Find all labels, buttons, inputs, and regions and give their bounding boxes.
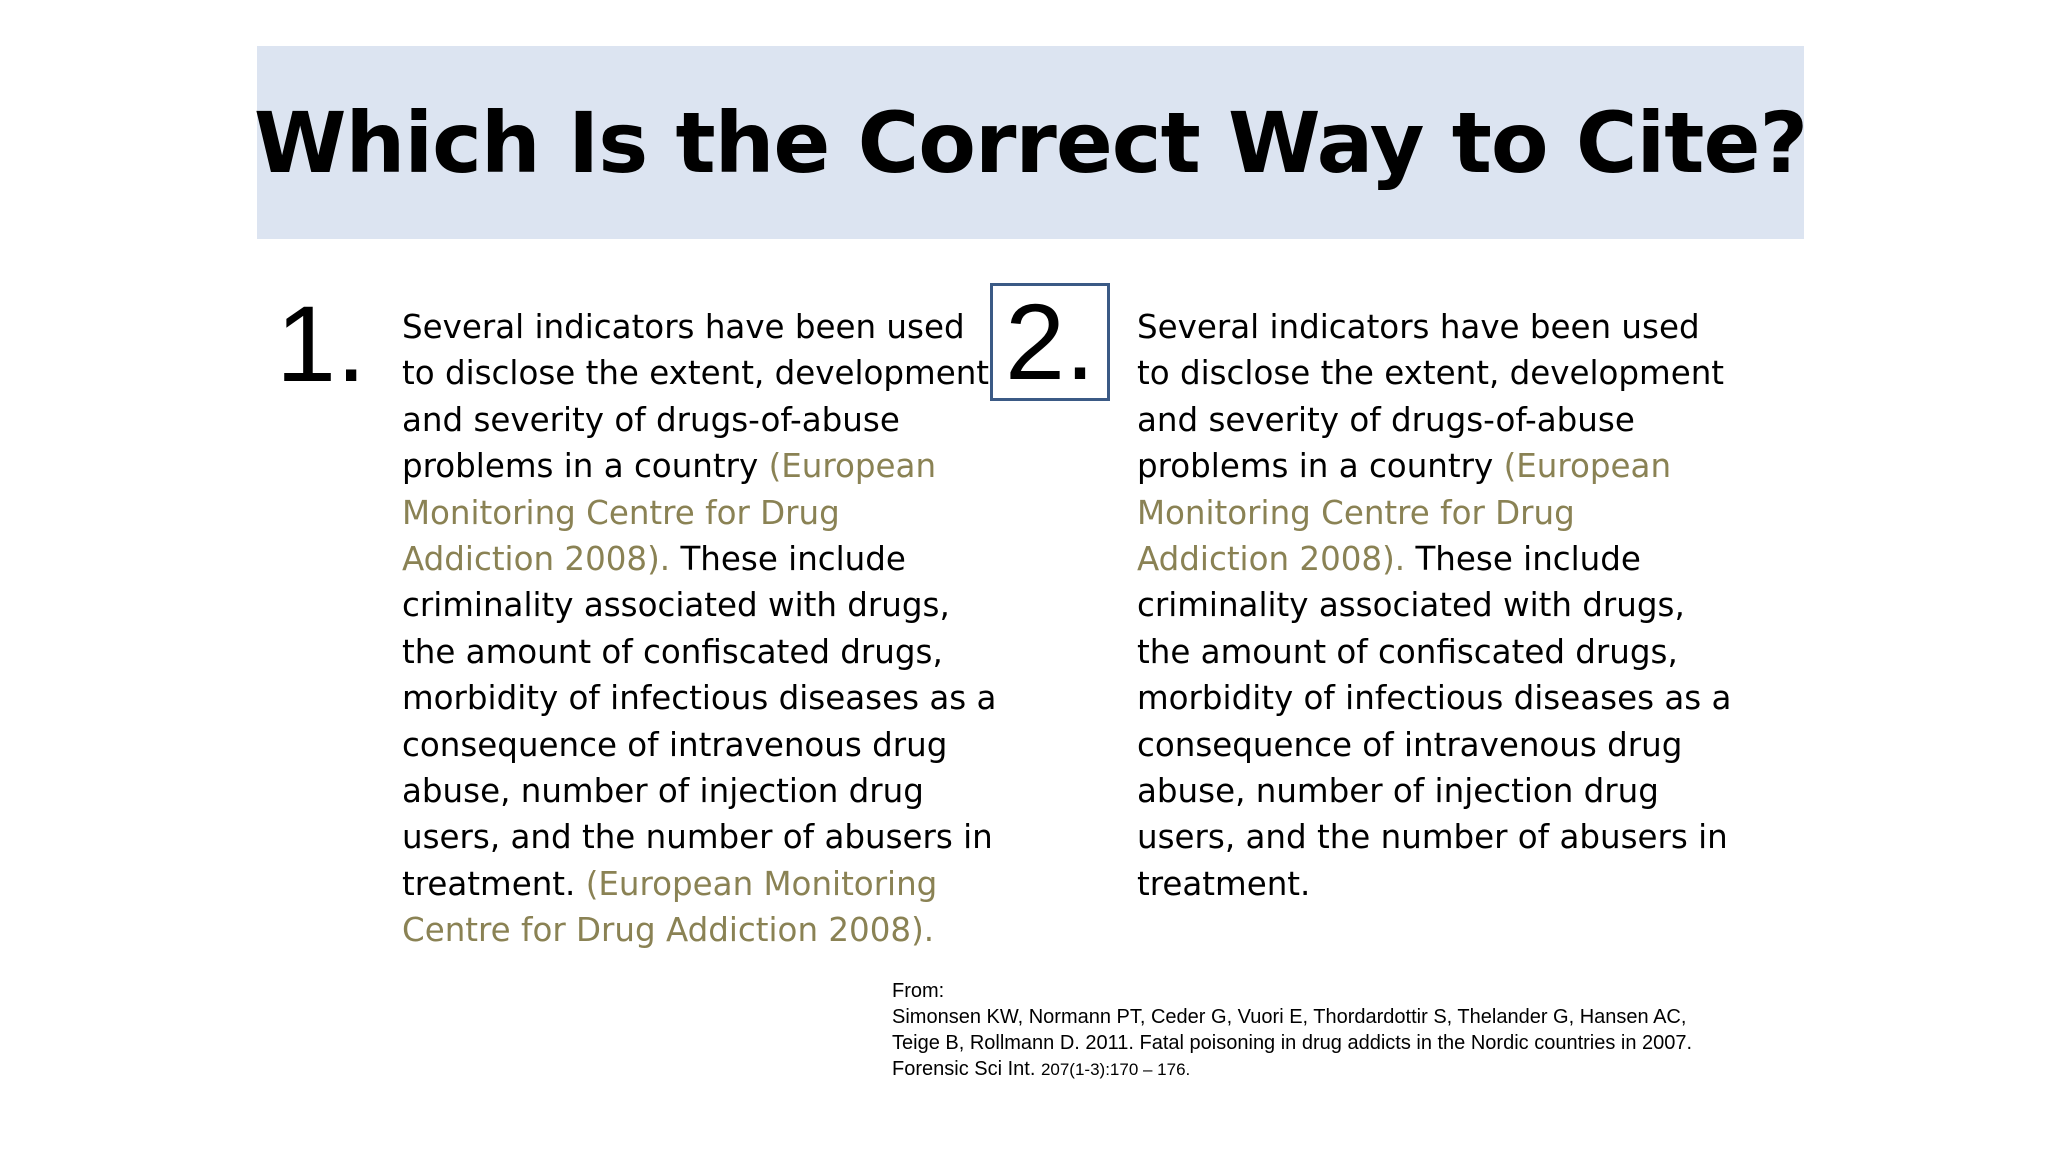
option-2-passage (1137, 304, 1737, 907)
option-2-number: 2. (1004, 281, 1096, 402)
option-2-citation-a: (European Monitoring Centre for Drug Addiction 2008). (1137, 447, 1672, 579)
source-pages: 207(1-3):170 – 176. (1040, 1060, 1191, 1079)
option-1-text-a: Several indicators have been used to disclose the extent, development and severity of drugs-of-abuse problems in a country (402, 308, 990, 486)
option-1-number: 1. (276, 283, 367, 404)
option-1-citation-a: (European Monitoring Centre for Drug Addiction 2008). (402, 447, 937, 579)
source-line-1: Simonsen KW, Normann PT, Ceder G, Vuori E, Thordardottir S, Thelander G, Hansen AC, (892, 1006, 1687, 1028)
option-1-passage (402, 304, 1002, 954)
title-band (253, 46, 1808, 239)
option-2-highlight-box (990, 283, 1110, 401)
source-reference (892, 978, 1812, 1083)
option-1-text-b: These include criminality associated with drugs, the amount of confiscated drugs, morbidity of infectious diseases as a consequence of intravenous drug abuse, number of injection drug users, and the number of abusers in treatment. (402, 540, 997, 903)
option-1-citation-b: (European Monitoring Centre for Drug Addiction 2008). (402, 864, 938, 950)
option-2-text-b: These include criminality associated with drugs, the amount of confiscated drugs, morbidity of infectious diseases as a consequence of intravenous drug abuse, number of injection drug users, and the number of abusers in treatment. (1137, 540, 1732, 903)
source-line-2: Teige B, Rollmann D. 2011. Fatal poisoning in drug addicts in the Nordic countries in 2007. (892, 1032, 1693, 1054)
option-2-text-a: Several indicators have been used to disclose the extent, development and severity of drugs-of-abuse problems in a country (1137, 308, 1725, 486)
source-label: From: (892, 980, 945, 1002)
slide-title: Which Is the Correct Way to Cite? (253, 93, 1808, 192)
source-journal: Forensic Sci Int. (892, 1058, 1041, 1080)
source-line-3 (892, 1056, 1812, 1083)
